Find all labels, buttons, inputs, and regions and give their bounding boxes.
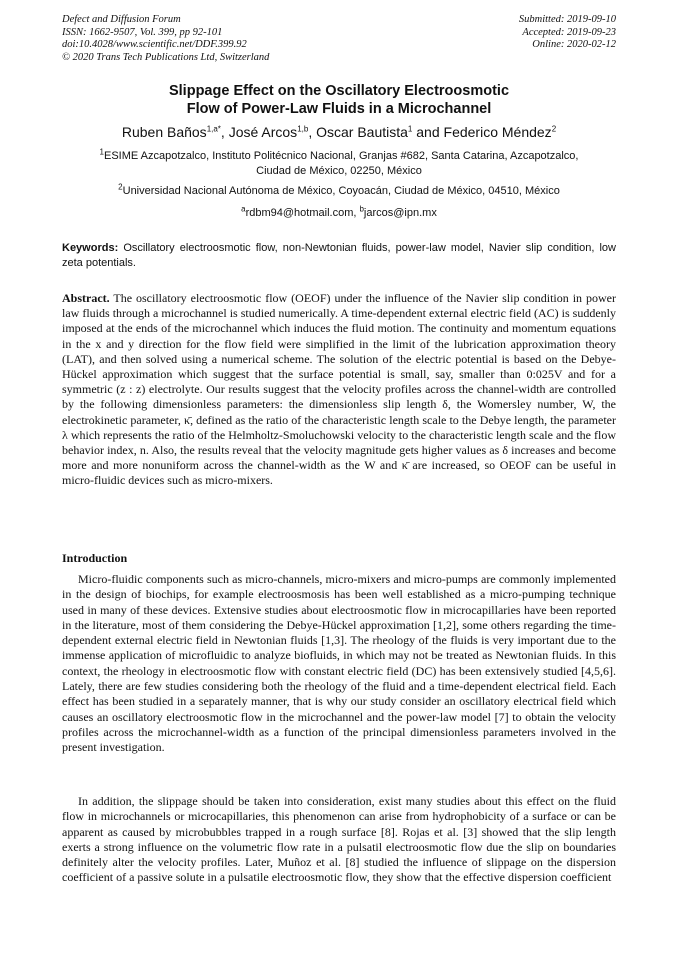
author-affiliation-mark: 1,a* <box>206 124 221 134</box>
abstract-text: The oscillatory electroosmotic flow (OEOF) under the influence of the Navier slip condition in power law fluids through a microchannel is studied numerically. A time-dependent external electric field (AC) is suddenly imposed at the ends of the microchannel which induces the fluid motion. The continuity and momentum equations in the x and y direction for the flow field were simplified in the limit of the lubrication approximation theory (LAT), and then solved using a numerical scheme. The solution of the electric potential is based on the Debye-Hückel approximation which suggest that the surface potential is small, say, smaller than 0:025V and for a symmetric (z : z) electrolyte. Our results suggest that the velocity profiles across the channel-width are controlled by the following dimensionless parameters: the dimensionless slip length δ, the Womersley number, W, the electrokinetic parameter, κ̄, defined as the ratio of the characteristic length scale to the Debye length, the parameter λ which represents the ratio of the Helmholtz-Smoluchowski velocity to the characteristic length scale and the flow behavior index, n. Also, the results reveal that the velocity magnitude gets higher values as δ increases and become more and more nonuniform across the channel-width as the W and κ̄ are increased, so OEOF can be useful in micro-fluidic devices such as micro-mixers. <box>62 291 616 488</box>
email-b[interactable]: jarcos@ipn.mx <box>363 207 437 219</box>
keywords-block <box>62 241 616 271</box>
email-a[interactable]: rdbm94@hotmail.com, <box>245 207 360 219</box>
author-affiliation-mark: 2 <box>551 124 557 134</box>
author-name: José Arcos <box>228 124 298 140</box>
copyright-line: © 2020 Trans Tech Publications Ltd, Switzerland <box>62 51 270 63</box>
abstract-label: Abstract. <box>62 291 110 305</box>
author-affiliation-mark: 1 <box>407 124 413 134</box>
email-mark: b <box>359 204 364 214</box>
author-list <box>0 124 678 140</box>
author-name: Federico Méndez <box>443 124 552 140</box>
author-name: Ruben Baños <box>121 124 207 140</box>
affiliation-1 <box>62 149 616 179</box>
affiliation-mark: 1 <box>99 147 104 157</box>
affiliation-1-line-1: ESIME Azcapotzalco, Instituto Politécnico Nacional, Granjas #682, Santa Catarina, Azcapotzalco, <box>103 150 579 162</box>
doi-line[interactable]: doi:10.4028/www.scientific.net/DDF.399.92 <box>62 39 247 50</box>
title-line-2: Flow of Power-Law Fluids in a Microchannel <box>186 101 492 117</box>
email-mark: a <box>241 204 246 214</box>
affiliation-2 <box>62 184 616 199</box>
section-heading-introduction: Introduction <box>62 551 128 565</box>
intro-paragraph-1: Micro-fluidic components such as micro-channels, micro-mixers and micro-pumps are commonly implemented in the design of biochips, for example electroosmosis has been well established as a micro-pumping technique used in many of these devices. Extensive studies about electroosmotic flow in microcapillaries have been reported in the literature, most of them considering the Debye-Hückel approximation [1,2], some others regarding the time-dependent external electric field in Newtonian fluids [1,3]. The rheology of the fluids is very important due to the immense application of microfluidic to analyze biofluids, in which may not be treated as Newtonian fluids. In this context, the rheology in electroosmotic flow with constant electric field (DC) has been extensively studied [4,5,6]. Lately, there are few studies considering both the rheology of the fluid and a time-dependent electrical field. Each effect has been studied in a separately manner, that is why our study consider an oscillatory electrical field which causes an oscillatory electroosmotic flow in the microchannel and the power-law model [7] to obtain the velocity profiles across the microchannel-width as a function of the principal dimensionless parameters involved in the present investigation. <box>62 572 616 755</box>
keywords-label: Keywords: <box>62 242 119 254</box>
issn-line: ISSN: 1662-9507, Vol. 399, pp 92-101 <box>62 26 223 38</box>
author-separator: and <box>412 124 444 140</box>
journal-header-left <box>62 14 269 64</box>
intro-paragraph-2: In addition, the slippage should be taken into consideration, exist many studies about this effect on the fluid flow in microchannels or microcapillaries, this phenomenon can arise from hydrophobicity of a surface or can be apparent as caused by microbubbles trapped in a rough surface [8]. Rojas et al. [3] showed that the slip length exerts a strong influence on the volumetric flow rate in a pulsatil electroosmotic flow due the slip on boundaries definitely alter the velocity profiles. Later, Muñoz et al. [8] studied the influence of slippage on the dispersion coefficient of a passive solute in a pulsatile electroosmotic flow, they show that the effective dispersion coefficient <box>62 794 616 885</box>
affiliation-2-text: Universidad Nacional Autónoma de México, Coyoacán, Ciudad de México, 04510, México <box>122 185 560 197</box>
journal-name: Defect and Diffusion Forum <box>62 14 181 25</box>
author-emails <box>0 204 678 219</box>
online-date: Online: 2020-02-12 <box>532 39 616 50</box>
abstract-block <box>62 291 616 489</box>
accepted-date: Accepted: 2019-09-23 <box>522 26 616 38</box>
submitted-date: Submitted: 2019-09-10 <box>518 14 616 25</box>
journal-header-right <box>519 14 616 52</box>
author-separator: , <box>220 124 229 140</box>
title-line-1: Slippage Effect on the Oscillatory Electroosmotic <box>168 83 510 99</box>
author-name: Oscar Bautista <box>316 124 408 140</box>
paper-title <box>0 82 678 118</box>
author-separator: , <box>308 124 317 140</box>
affiliation-1-line-2: Ciudad de México, 02250, México <box>256 165 422 177</box>
author-affiliation-mark: 1,b <box>297 124 309 134</box>
keywords-text: Oscillatory electroosmotic flow, non-Newtonian fluids, power-law model, Navier slip condition, low zeta potentials. <box>62 242 616 269</box>
affiliation-mark: 2 <box>118 182 123 192</box>
